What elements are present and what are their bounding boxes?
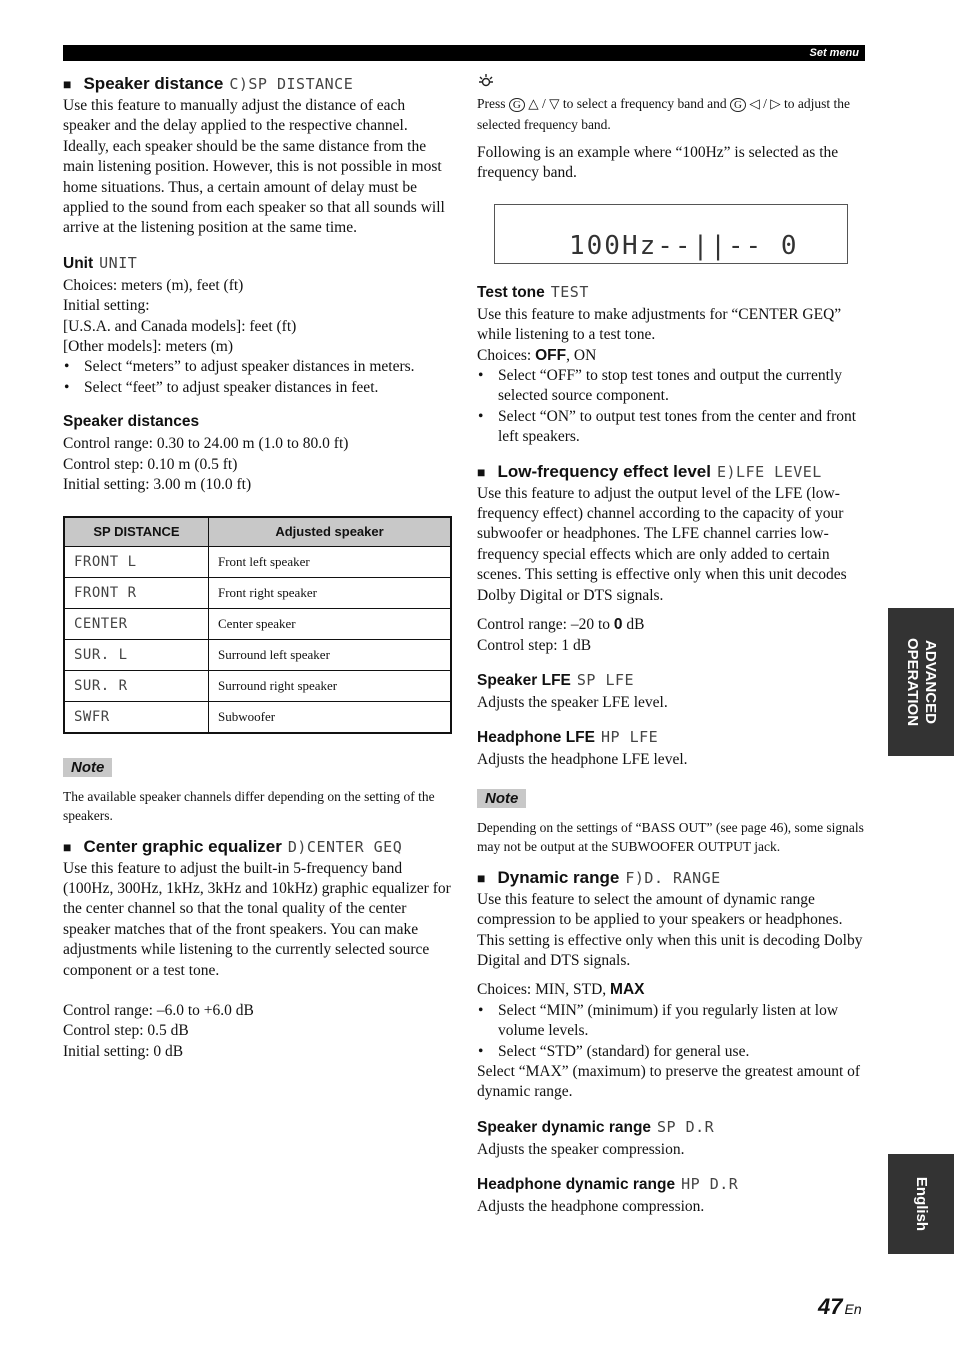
choice-other: , ON xyxy=(566,346,597,364)
headphone-lfe-title: Headphone LFE xyxy=(477,729,595,747)
dynamic-range-choices xyxy=(477,980,867,1000)
choices-prefix: Choices: xyxy=(477,346,532,364)
speaker-lfe-heading xyxy=(477,670,867,691)
headphone-dr-heading xyxy=(477,1174,867,1195)
note-label: Note xyxy=(63,758,112,777)
distances-line: Initial setting: 3.00 m (10.0 ft) xyxy=(63,476,252,494)
speaker-dr-body: Adjusts the speaker compression. xyxy=(477,1140,685,1158)
page-number-value: 47 xyxy=(818,1294,843,1319)
speaker-lfe-code: SP LFE xyxy=(576,670,635,689)
speaker-distances-title: Speaker distances xyxy=(63,413,200,431)
speaker-distance-title: Speaker distance xyxy=(83,74,224,93)
unit-bullets xyxy=(63,357,451,398)
headphone-lfe-code: HP LFE xyxy=(600,728,659,747)
headphone-dr-title: Headphone dynamic range xyxy=(477,1176,676,1194)
button-icon: G xyxy=(509,98,525,112)
left-column xyxy=(63,72,451,1062)
tip-mid: to select a frequency band and xyxy=(562,96,727,111)
english-tab xyxy=(888,1154,954,1254)
headphone-lfe-body: Adjusts the headphone LFE level. xyxy=(477,751,688,769)
tip-text xyxy=(477,94,867,134)
display-readout: 100Hz--||-- 0 xyxy=(569,230,799,261)
tab-line: OPERATION xyxy=(904,637,921,727)
tip-press: Press xyxy=(477,96,506,111)
speaker-lfe-body: Adjusts the speaker LFE level. xyxy=(477,693,668,711)
table-header: Adjusted speaker xyxy=(209,517,452,547)
unit-title: Unit xyxy=(63,254,94,272)
unit-heading xyxy=(63,253,451,274)
test-tone-choices xyxy=(477,346,867,366)
table-cell: Surround left speaker xyxy=(209,639,452,670)
speaker-lfe-title: Speaker LFE xyxy=(477,671,571,689)
tab-line: ADVANCED xyxy=(922,640,939,724)
speaker-distance-table xyxy=(63,516,452,734)
distances-line: Control range: 0.30 to 24.00 m (1.0 to 80.0 ft) xyxy=(63,435,349,453)
tip-end: to adjust the selected frequency band. xyxy=(477,96,851,132)
table-row xyxy=(64,701,451,733)
dynamic-range-heading: ■ Dynamic range F)D. RANGE xyxy=(477,867,721,887)
headphone-dr-body: Adjusts the headphone compression. xyxy=(477,1198,705,1216)
speaker-dr-title: Speaker dynamic range xyxy=(477,1118,652,1136)
note-text: The available speaker channels differ depending on the setting of the speakers. xyxy=(63,788,435,823)
center-geq-line: Control range: –6.0 to +6.0 dB xyxy=(63,1001,254,1019)
center-geq-body: Use this feature to adjust the built-in 5-frequency band (100Hz, 300Hz, 1kHz, 3kHz and 10kHz) graphic equalizer for the center channel so that the tonal quality of the center speaker matches that of the front speakers. You can make adjustments while listening to the currently selected source component or a test tone. xyxy=(63,859,451,979)
unit-line: Initial setting: xyxy=(63,297,150,315)
table-cell-code: SUR. L xyxy=(74,646,128,663)
center-geq-line: Initial setting: 0 dB xyxy=(63,1042,184,1060)
speaker-dr-code: SP D.R xyxy=(657,1117,715,1136)
speaker-distance-code: C)SP DISTANCE xyxy=(229,75,354,93)
dynamic-range-title: Dynamic range xyxy=(497,867,620,887)
test-tone-heading xyxy=(477,282,867,303)
choice-default: MAX xyxy=(610,981,645,999)
table-cell-code: FRONT R xyxy=(74,584,137,601)
unit-line: Choices: meters (m), feet (ft) xyxy=(63,276,244,294)
english-label: English xyxy=(913,1176,930,1232)
display-panel xyxy=(494,204,848,264)
note-label: Note xyxy=(477,789,526,808)
choices-prefix: Choices: MIN, STD, xyxy=(477,981,607,999)
range-default: 0 xyxy=(613,616,623,634)
lfe-step: Control step: 1 dB xyxy=(477,636,592,654)
dynamic-range-body: Use this feature to select the amount of dynamic range compression to be applied to your speakers or headphones. This setting is effective only when this unit is decoding Dolby Digital and DTS signals. xyxy=(477,890,863,969)
table-cell-code: FRONT L xyxy=(74,553,137,570)
choice-default: OFF xyxy=(535,346,567,364)
test-tone-bullets xyxy=(477,366,867,448)
note-block xyxy=(477,789,867,856)
table-cell: Subwoofer xyxy=(209,701,452,733)
list-item: • Select “feet” to adjust speaker distances in feet. xyxy=(63,378,451,398)
center-geq-line: Control step: 0.5 dB xyxy=(63,1022,189,1040)
note-text: Depending on the settings of “BASS OUT” (see page 46), some signals may not be output at the SUBWOOFER OUTPUT jack. xyxy=(477,819,864,854)
advanced-operation-label xyxy=(903,638,939,726)
table-cell-code: CENTER xyxy=(74,615,128,632)
table-row xyxy=(64,546,451,577)
tip-example: Following is an example where “100Hz” is selected as the frequency band. xyxy=(477,144,839,182)
range-suffix: dB xyxy=(626,616,645,634)
table-cell: Front left speaker xyxy=(209,546,452,577)
table-header-row xyxy=(64,517,451,547)
list-item: • Select “meters” to adjust speaker distances in meters. xyxy=(63,357,451,377)
table-header: SP DISTANCE xyxy=(64,517,209,547)
distances-line: Control step: 0.10 m (0.5 ft) xyxy=(63,455,238,473)
left-right-arrows-icon: ◁ / ▷ xyxy=(749,96,781,111)
table-cell-code: SWFR xyxy=(74,708,110,725)
right-column xyxy=(477,72,867,1218)
unit-line: [U.S.A. and Canada models]: feet (ft) xyxy=(63,317,297,335)
lfe-code: E)LFE LEVEL xyxy=(716,462,822,481)
lfe-heading: ■ Low-frequency effect level E)LFE LEVEL xyxy=(477,461,822,481)
table-cell-code: SUR. R xyxy=(74,677,128,694)
center-geq-code: D)CENTER GEQ xyxy=(287,837,403,856)
table-row xyxy=(64,608,451,639)
table-row xyxy=(64,639,451,670)
table-row xyxy=(64,577,451,608)
unit-line: [Other models]: meters (m) xyxy=(63,338,234,356)
list-item: • Select “OFF” to stop test tones and output the currently selected source component. xyxy=(477,366,867,407)
button-icon: G xyxy=(730,98,746,112)
list-item: • Select “MIN” (minimum) if you regularly listen at low volume levels. xyxy=(477,1001,867,1042)
dynamic-range-after: Select “MAX” (maximum) to preserve the greatest amount of dynamic range. xyxy=(477,1062,861,1101)
table-cell: Front right speaker xyxy=(209,577,452,608)
list-item: • Select “STD” (standard) for general use. xyxy=(477,1042,867,1062)
test-tone-title: Test tone xyxy=(477,283,545,301)
note-block xyxy=(63,758,451,825)
range-prefix: Control range: –20 to xyxy=(477,616,611,634)
dynamic-range-code: F)D. RANGE xyxy=(625,868,721,887)
test-tone-body: Use this feature to make adjustments for “CENTER GEQ” while listening to a test tone. xyxy=(477,305,842,344)
table-cell: Center speaker xyxy=(209,608,452,639)
dynamic-range-bullets xyxy=(477,1001,867,1062)
center-geq-title: Center graphic equalizer xyxy=(83,836,282,856)
headphone-dr-code: HP D.R xyxy=(681,1175,739,1194)
headphone-lfe-heading xyxy=(477,727,867,748)
speaker-distance-body: Use this feature to manually adjust the distance of each speaker and the delay applied to the respective channel. Ideally, each speaker should be the same distance from the main listening position. However, this is not possible in most home situations. Thus, a certain amount of delay must be applied to the sound from each speaker so that all sounds will arrive at the listening position at the same time. xyxy=(63,97,445,237)
test-tone-code: TEST xyxy=(550,282,589,301)
unit-code: UNIT xyxy=(99,253,138,272)
header-bar xyxy=(63,45,865,61)
advanced-operation-tab xyxy=(888,608,954,756)
lightbulb-icon xyxy=(477,72,867,94)
lfe-range xyxy=(477,615,867,635)
page-number xyxy=(818,1294,862,1320)
table-cell: Surround right speaker xyxy=(209,670,452,701)
lfe-title: Low-frequency effect level xyxy=(497,461,711,481)
table-row xyxy=(64,670,451,701)
speaker-distance-heading: ■ Speaker distance C)SP DISTANCE xyxy=(63,74,354,93)
page-lang: En xyxy=(844,1301,862,1317)
speaker-dr-heading xyxy=(477,1117,867,1138)
list-item: • Select “ON” to output test tones from the center and front left speakers. xyxy=(477,407,867,448)
lfe-body: Use this feature to adjust the output level of the LFE (low-frequency effect) channel according to the capacity of your subwoofer or headphones. The LFE channel carries low-frequency special effects which are only added to certain scenes. This setting is effective only when this unit decodes Dolby Digital or DTS signals. xyxy=(477,484,847,604)
center-geq-heading: ■ Center graphic equalizer D)CENTER GEQ xyxy=(63,836,403,856)
section-label: Set menu xyxy=(809,47,859,59)
up-down-arrows-icon: △ / ▽ xyxy=(528,96,560,111)
